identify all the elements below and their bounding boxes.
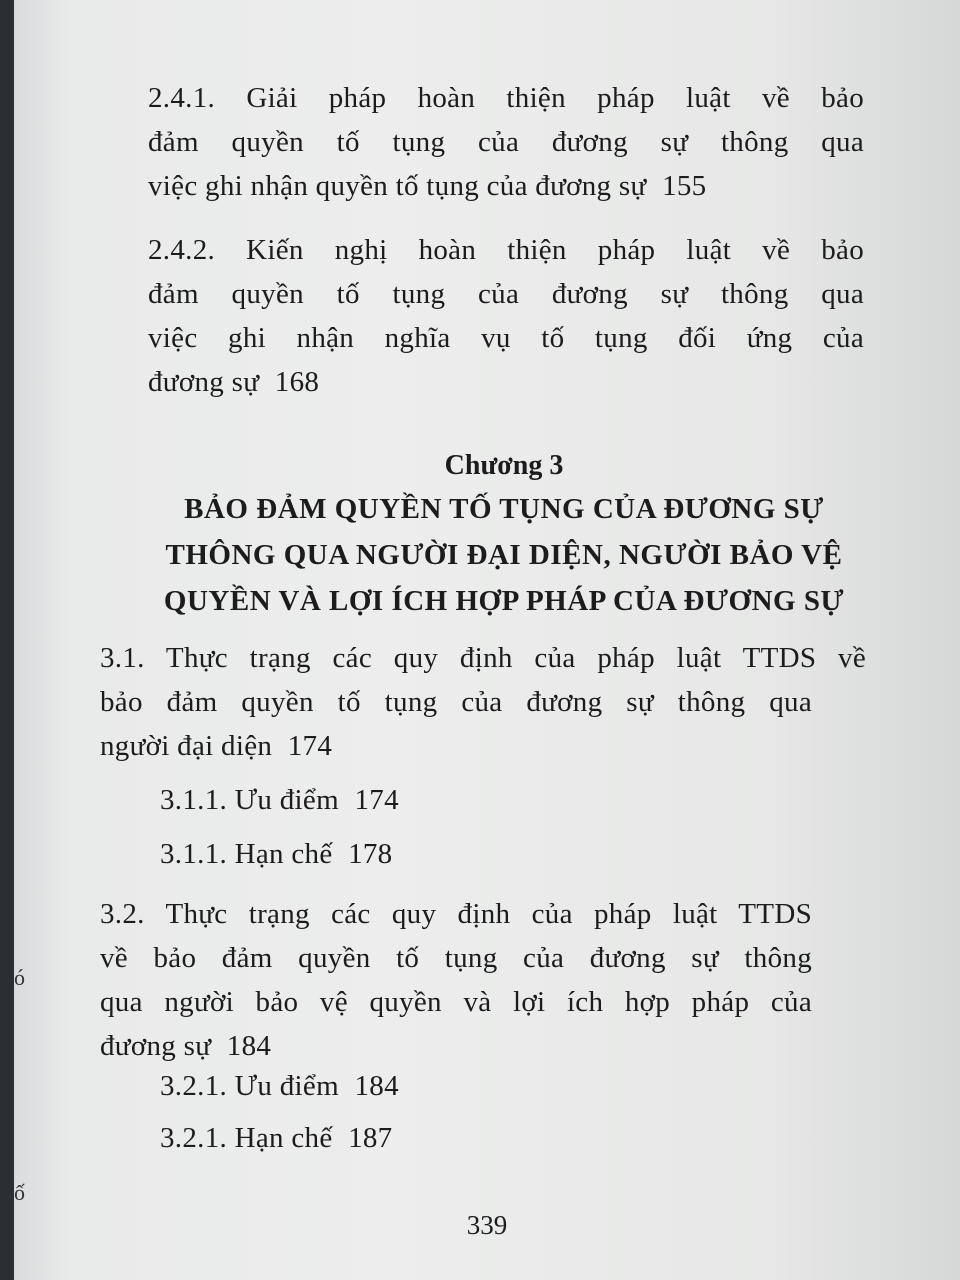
toc-entry-3-1-2[interactable] [160, 832, 866, 876]
margin-mark: ó [14, 965, 25, 990]
page-number: 339 [466, 1210, 508, 1240]
chapter-heading [114, 446, 894, 624]
page-ref: 184 [226, 1030, 272, 1062]
page-ref: 184 [354, 1070, 399, 1102]
toc-line: đảm quyền tố tụng của đương sự thông qua [148, 278, 864, 310]
toc-last-line [148, 164, 864, 208]
toc-line: 2.4.1. Giải pháp hoàn thiện pháp luật về bảo [148, 82, 864, 114]
toc-line: về bảo đảm quyền tố tụng của đương sự thông [100, 942, 812, 974]
toc-line: 2.4.2. Kiến nghị hoàn thiện pháp luật về bảo [148, 234, 864, 266]
toc-line: 3.2. Thực trạng các quy định của pháp luật TTDS [100, 898, 812, 930]
toc-last-line [160, 1116, 866, 1160]
toc-line: 3.1. Thực trạng các quy định của pháp luật TTDS về [100, 642, 866, 674]
toc-line: 3.2.1. Ưu điểm [160, 1070, 339, 1102]
toc-line: việc ghi nhận quyền tố tụng của đương sự [148, 170, 647, 202]
toc-entry-2-4-1[interactable] [148, 76, 864, 208]
toc-entry-3-1-1[interactable] [160, 778, 866, 822]
book-page [14, 0, 960, 1280]
toc-line: 3.1.1. Hạn chế [160, 838, 333, 870]
page-ref: 174 [354, 784, 399, 816]
toc-line: 3.1.1. Ưu điểm [160, 784, 339, 816]
toc-line: đảm quyền tố tụng của đương sự thông qua [148, 126, 864, 158]
toc-last-line [100, 724, 866, 768]
toc-last-line [100, 1024, 866, 1068]
toc-line: đương sự [148, 366, 260, 398]
page-ref: 174 [287, 730, 333, 762]
margin-mark: ố [14, 1180, 25, 1205]
page-ref: 155 [662, 170, 707, 202]
toc-line: đương sự [100, 1030, 212, 1062]
toc-entry-3-2-1[interactable] [160, 1064, 866, 1108]
toc-entry-3-1[interactable] [100, 636, 866, 768]
toc-line: người đại diện [100, 730, 273, 762]
toc-line: bảo đảm quyền tố tụng của đương sự thông qua [100, 686, 812, 718]
chapter-title-line: QUYỀN VÀ LỢI ÍCH HỢP PHÁP CỦA ĐƯƠNG SỰ [163, 585, 845, 617]
toc-entry-2-4-2[interactable] [148, 228, 864, 404]
chapter-title-line: BẢO ĐẢM QUYỀN TỐ TỤNG CỦA ĐƯƠNG SỰ [184, 493, 824, 525]
toc-line: 3.2.1. Hạn chế [160, 1122, 333, 1154]
toc-entry-3-2[interactable] [100, 892, 866, 1068]
toc-line: việc ghi nhận nghĩa vụ tố tụng đối ứng của [148, 322, 864, 354]
toc-entry-3-2-2[interactable] [160, 1116, 866, 1160]
page-ref: 178 [348, 838, 393, 870]
toc-last-line [160, 778, 866, 822]
toc-last-line [160, 1064, 866, 1108]
chapter-number: Chương 3 [444, 450, 564, 481]
toc-last-line [160, 832, 866, 876]
toc-line: qua người bảo vệ quyền và lợi ích hợp pháp của [100, 986, 812, 1018]
page-ref: 187 [348, 1122, 393, 1154]
page-ref: 168 [274, 366, 320, 398]
chapter-title-line: THÔNG QUA NGƯỜI ĐẠI DIỆN, NGƯỜI BẢO VỆ [165, 539, 843, 571]
toc-last-line [148, 360, 864, 404]
